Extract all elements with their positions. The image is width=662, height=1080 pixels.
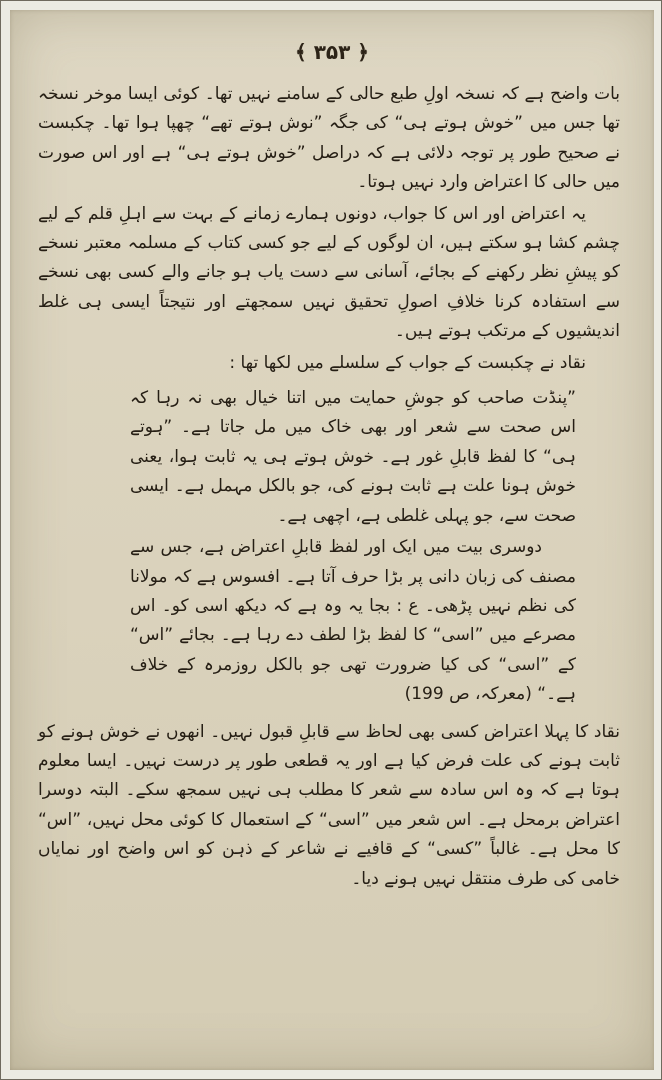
body-paragraph: یہ اعتراض اور اس کا جواب، دونوں ہمارے زمانے کے بہت سے اہلِ قلم کے لیے چشم کشا ہو سکتے ہیں، ان لوگوں کے لیے جو کسی کتاب کے مسلمہ معتبر نسخے کو پیشِ نظر رکھنے کے بجائے، آسانی سے دست یاب ہو جانے والے کسی بھی نسخے سے استفادہ کرنا خلافِ اصولِ تحقیق نہیں سمجھتے اور نتیجتاً ایسی ہی غلط اندیشیوں کے مرتکب ہوتے ہیں۔: [38, 203, 620, 342]
body-paragraph: نقاد کا پہلا اعتراض کسی بھی لحاظ سے قابلِ قبول نہیں۔ انھوں نے خوش ہونے کو ثابت ہونے کی علت فرض کیا ہے اور یہ قطعی طور پر درست نہیں۔ ایسا معلوم ہوتا ہے کہ وہ اس سادہ سے شعر کا مطلب ہی نہیں سمجھ سکے۔ البتہ دوسرا اعتراض برمحل ہے۔ اس شعر میں ”اسی“ کے استعمال کا کوئی محل نہیں، ”اس“ کا محل ہے۔ غالباً ”کسی“ کے قافیے نے شاعر کے ذہن کو اس واضح اور نمایاں خامی کی طرف منتقل نہیں ہونے دیا۔: [38, 721, 620, 889]
page-number: ﴿ ۳۵۳ ﴾: [295, 40, 369, 64]
page-surface: [10, 10, 654, 1070]
body-paragraph: بات واضح ہے کہ نسخہ اولِ طبع حالی کے سامنے نہیں تھا۔ کوئی ایسا موخر نسخہ تھا جس میں ”خوش ہوتے ہی“ کی جگہ ”نوش ہوتے تھے“ چھپا ہوا تھا۔ چکبست نے صحیح طور پر توجہ دلائی ہے کہ دراصل ”خوش ہوتے ہی“ ہے اور اس صورت میں حالی کا اعتراض وارد نہیں ہوتا۔: [38, 84, 620, 193]
quote-paragraph: دوسری بیت میں ایک اور لفظ قابلِ اعتراض ہے، جس سے مصنف کی زبان دانی پر بڑا حرف آتا ہے۔ افسوس ہے کہ مولانا کی نظم نہیں پڑھی۔ ع : بجا یہ وہ ہے کہ دیکھ اسی کو۔ اس مصرعے میں ”اسی“ کا لفظ بڑا لطف دے رہا ہے۔ بجائے ”اس“ کے ”اسی“ کی کیا ضرورت تھی جو بالکل روزمرہ کے خلاف ہے۔“ (معرکہ، ص 199): [130, 537, 576, 705]
body-paragraph: نقاد نے چکبست کے جواب کے سلسلے میں لکھا تھا :: [229, 352, 586, 373]
page-text-block: [10, 64, 654, 894]
quote-paragraph: ”پنڈت صاحب کو جوشِ حمایت میں اتنا خیال بھی نہ رہا کہ اس صحت سے شعر اور بھی خاک میں مل جاتا ہے۔ ”ہوتے ہی“ کا لفظ قابلِ غور ہے۔ خوش ہوتے ہی یہ ثابت ہوا، یعنی خوش ہونا علت ہے ثابت ہونے کی، جو بالکل مہمل ہے۔ ایسی صحت سے، جو پہلی غلطی ہے، اچھی ہے۔: [130, 388, 576, 526]
